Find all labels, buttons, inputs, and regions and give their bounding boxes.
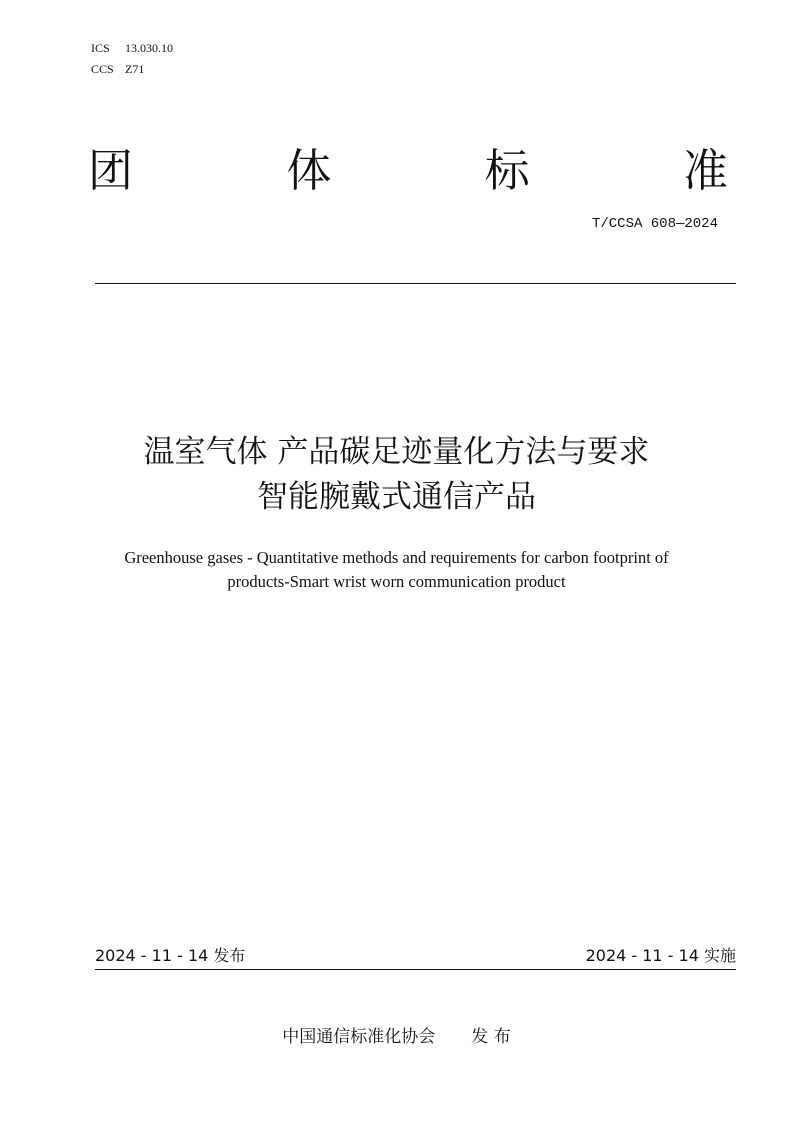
ics-value: 13.030.10: [125, 41, 173, 55]
publisher-line: [0, 1025, 793, 1049]
document-type-heading: [88, 142, 728, 200]
dates-row: [95, 945, 736, 967]
bottom-divider: [95, 969, 736, 970]
ics-label: ICS: [91, 41, 110, 55]
issue-date: 2024 - 11 - 14 发布: [95, 946, 246, 965]
ccs-label: CCS: [91, 62, 114, 76]
top-divider: [95, 283, 736, 284]
doc-type-char: 标: [484, 144, 530, 197]
standard-number: T/CCSA 608—2024: [591, 216, 718, 232]
doc-type-char: 团: [88, 144, 134, 197]
ccs-value: Z71: [125, 62, 145, 76]
classification-codes: [91, 38, 173, 80]
publisher-name: 中国通信标准化协会: [282, 1027, 436, 1047]
title-zh-line-2: 智能腕戴式通信产品: [257, 479, 536, 515]
doc-type-char: 准: [682, 144, 728, 197]
doc-type-char: 体: [286, 144, 332, 197]
title-zh-line-1: 温室气体 产品碳足迹量化方法与要求: [143, 434, 650, 470]
implement-date: 2024 - 11 - 14 实施: [585, 946, 736, 965]
ics-code: [91, 38, 173, 59]
publisher-action: 发 布: [471, 1027, 511, 1047]
title-en-line-2: products-Smart wrist worn communication product: [227, 572, 566, 591]
title-en-line-1: Greenhouse gases - Quantitative methods and requirements for carbon footprint of: [124, 548, 669, 567]
ccs-code: [91, 59, 173, 80]
